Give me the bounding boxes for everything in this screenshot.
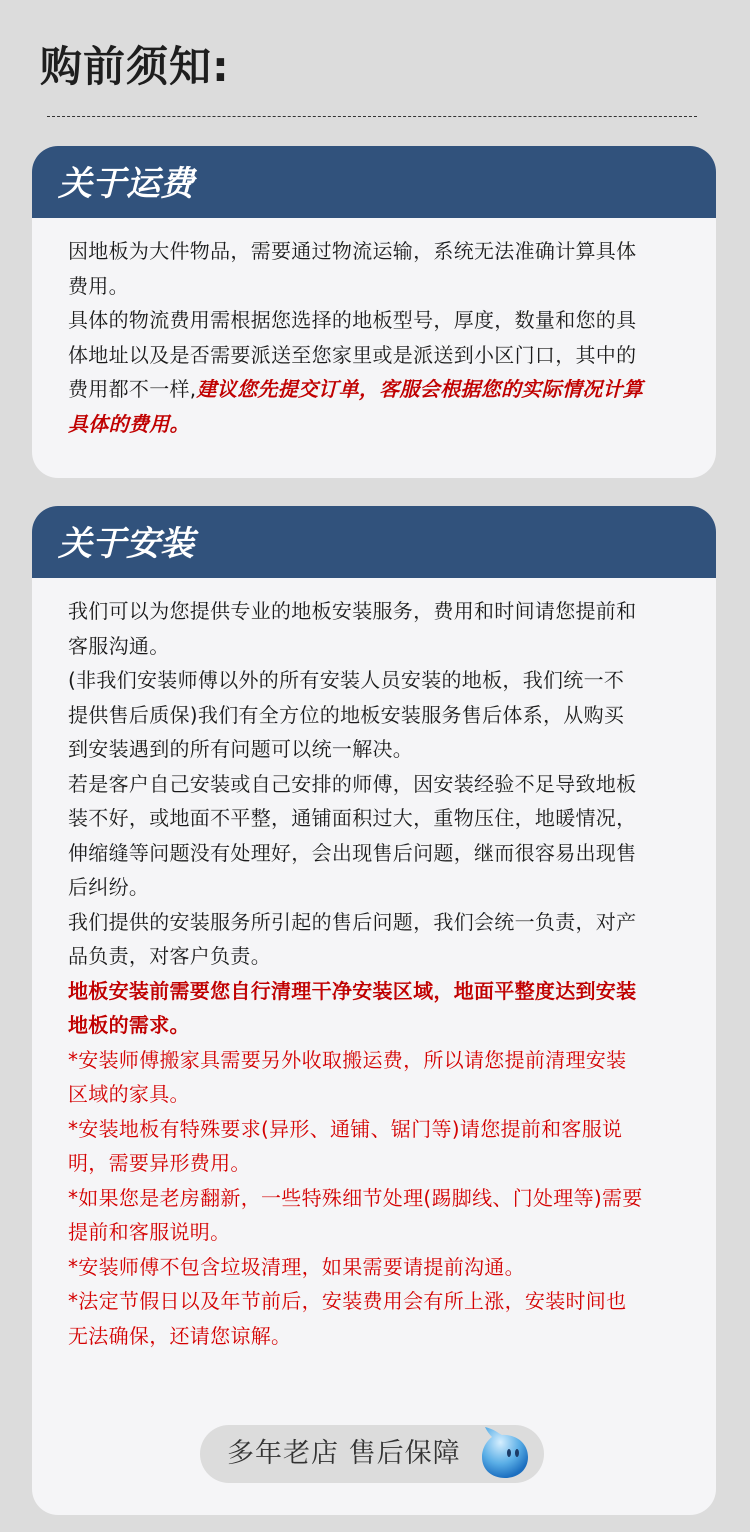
body-text: 我们提供的安装服务所引起的售后问题，我们会统一负责，对产 xyxy=(68,909,637,934)
body-text: 费用都不一样, xyxy=(68,377,197,401)
text-line xyxy=(68,1112,680,1147)
text-line xyxy=(68,836,680,871)
text-line xyxy=(68,732,680,767)
text-line xyxy=(68,1215,680,1250)
text-line xyxy=(68,939,680,974)
body-text: 到安装遇到的所有问题可以统一解决。 xyxy=(68,737,414,761)
highlight-text: 具体的费用。 xyxy=(68,411,190,436)
highlight-text: 地板安装前需要您自行清理干净安装区域，地面平整度达到安装 xyxy=(68,978,637,1003)
text-line xyxy=(68,801,680,836)
body-text: 我们可以为您提供专业的地板安装服务，费用和时间请您提前和 xyxy=(68,599,637,623)
highlight-text: *如果您是老房翻新，一些特殊细节处理(踢脚线、门处理等)需要 xyxy=(68,1185,643,1210)
text-line xyxy=(68,1250,680,1285)
text-line xyxy=(68,1284,680,1319)
shipping-section xyxy=(32,146,716,478)
badge-label: 多年老店 售后保障 xyxy=(227,1438,461,1469)
body-text: 体地址以及是否需要派送至您家里或是派送到小区门口，其中的 xyxy=(68,342,637,367)
text-line xyxy=(68,1181,680,1216)
body-text: 后纠纷。 xyxy=(68,875,150,899)
highlight-text: 区域的家具。 xyxy=(68,1082,190,1106)
text-line xyxy=(68,905,680,940)
page-title: 购前须知: xyxy=(40,42,230,91)
body-text: (非我们安装师傅以外的所有安装人员安装的地板，我们统一不 xyxy=(68,668,625,692)
body-text: 提供售后质保)我们有全方位的地板安装服务售后体系，从购买 xyxy=(68,702,625,727)
highlight-text: *安装师傅不包含垃圾清理，如果需要请提前沟通。 xyxy=(68,1254,525,1279)
text-line xyxy=(68,870,680,905)
body-text: 具体的物流费用需根据您选择的地板型号，厚度，数量和您的具 xyxy=(68,308,637,332)
highlight-text: *安装地板有特殊要求(异形、通铺、锯门等)请您提前和客服说 xyxy=(68,1116,623,1141)
text-line xyxy=(68,767,680,802)
highlight-text: 建议您先提交订单，客服会根据您的实际情况计算 xyxy=(196,377,644,401)
highlight-text: *法定节假日以及年节前后，安装费用会有所上涨，安装时间也 xyxy=(68,1289,627,1313)
body-text: 伸缩缝等问题没有处理好，会出现售后问题，继而很容易出现售 xyxy=(68,840,637,865)
body-text: 客服沟通。 xyxy=(68,633,170,658)
text-line xyxy=(68,372,680,407)
section-heading: 关于安装 xyxy=(32,506,716,578)
text-line xyxy=(68,1146,680,1181)
body-text: 装不好，或地面不平整，通铺面积过大，重物压住，地暖情况， xyxy=(68,806,637,830)
text-line xyxy=(68,629,680,664)
chat-droplet-icon xyxy=(480,1425,530,1479)
text-line xyxy=(68,1319,680,1354)
section-body xyxy=(32,578,716,1353)
text-line xyxy=(68,698,680,733)
text-line xyxy=(68,594,680,629)
section-heading: 关于运费 xyxy=(32,146,716,218)
text-line xyxy=(68,1043,680,1078)
body-text: 费用。 xyxy=(68,273,129,298)
text-line xyxy=(68,407,680,442)
text-line xyxy=(68,338,680,373)
body-text: 品负责，对客户负责。 xyxy=(68,944,271,968)
text-line xyxy=(68,234,680,269)
text-line xyxy=(68,269,680,304)
text-line xyxy=(68,303,680,338)
body-text: 因地板为大件物品，需要通过物流运输，系统无法准确计算具体 xyxy=(68,239,637,263)
installation-section xyxy=(32,506,716,1515)
highlight-text: 提前和客服说明。 xyxy=(68,1220,231,1244)
highlight-text: *安装师傅搬家具需要另外收取搬运费，所以请您提前清理安装 xyxy=(68,1047,627,1072)
text-line xyxy=(68,974,680,1009)
section-body xyxy=(32,218,716,441)
text-line xyxy=(68,1077,680,1112)
text-line xyxy=(68,1008,680,1043)
divider xyxy=(47,116,697,117)
text-line xyxy=(68,663,680,698)
body-text: 若是客户自己安装或自己安排的师傅，因安装经验不足导致地板 xyxy=(68,771,637,796)
highlight-text: 明，需要异形费用。 xyxy=(68,1151,251,1175)
highlight-text: 地板的需求。 xyxy=(68,1013,190,1037)
highlight-text: 无法确保，还请您谅解。 xyxy=(68,1323,292,1348)
